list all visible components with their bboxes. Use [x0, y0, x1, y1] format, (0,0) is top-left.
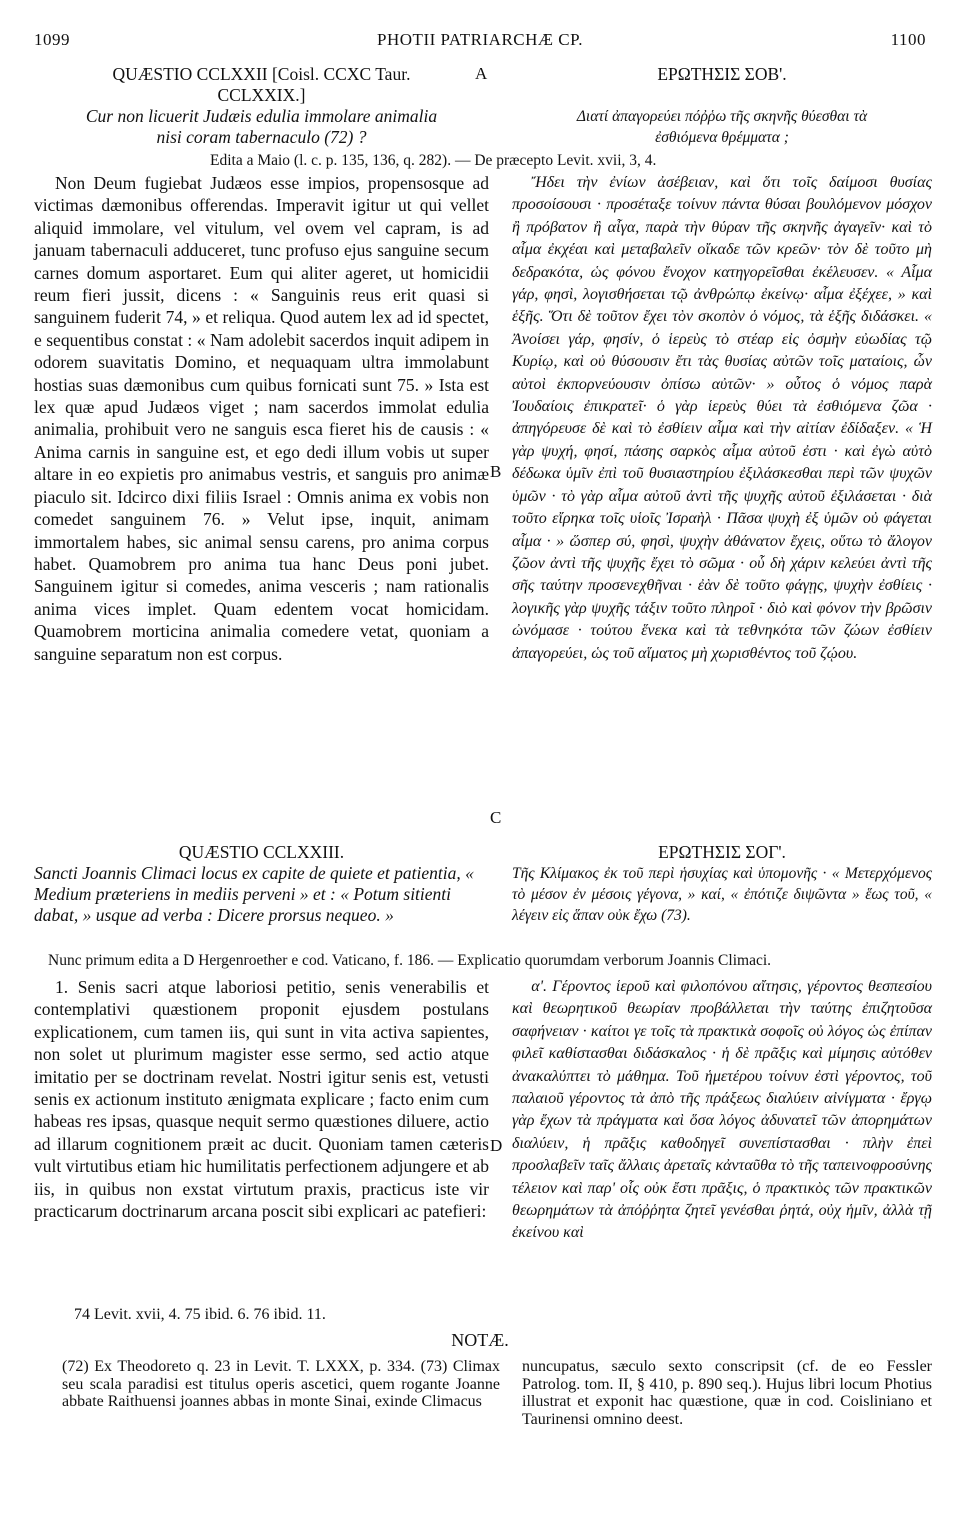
q273-greek-subtitle: Τῆς Κλίμακος ἐκ τοῦ περὶ ἡσυχίας καὶ ὑπομονῆς · « Μετερχόμενος τὸ μέσον ἐν μέσοις γέγονα, » καί, « ἐπότιζε διψῶντα » ἕως τοῦ, « λέγειν εἰς ἅπαν οὐκ ἔχω (73). — [512, 865, 932, 924]
q272-latin-title — [34, 64, 489, 148]
q272-edition-note: Edita a Maio (l. c. p. 135, 136, q. 282). — De præcepto Levit. xvii, 3, 4. — [210, 152, 657, 169]
running-title: PHOTII PATRIARCHÆ CP. — [377, 30, 583, 49]
q272-latin-title-line1: QUÆSTIO CCLXXII [Coisl. CCXC Taur. — [112, 64, 411, 84]
q273-latin-title — [34, 842, 489, 926]
scripture-footnotes: 74 Levit. xvii, 4. 75 ibid. 6. 76 ibid. 11. — [74, 1306, 326, 1323]
q272-latin-subtitle-line1: Cur non licuerit Judæis edulia immolare animalia — [85, 106, 438, 126]
q273-greek-title — [512, 842, 932, 926]
q273-latin-title-text: QUÆSTIO CCLXXIII. — [178, 842, 345, 862]
page-number-left: 1099 — [34, 30, 70, 49]
q272-greek-subtitle-line2: ἐσθιόμενα θρέμματα ; — [655, 129, 789, 146]
margin-letter-c: C — [490, 808, 502, 827]
q272-latin-paragraph: Non Deum fugiebat Judæos esse impios, propensosque ad victimas dæmonibus offerendas. Imperavit igitur ut qui vellet aliquid immolare, vel vitulum, vel ovem vel capram, is ad januam tabernaculi adduceret, tunc profuso ejus sanguine secum carnes domum asportaret. Eum qui aliter ageret, ut homicidii reum fieri jussit, dicens : « Sanguinis reus erit quasi si sanguinem fuderit 74, » et reliqua. Quod autem lex ad id spectet, e sequentibus constat : « Nam adolebit sacerdos inquit adipem in odorem suavitatis Domino, et nequaquam ultra immolabunt hostias suas dæmonibus cum quibus fornicati sunt 75. » Ista est lex quæ apud Judæos viget ; nam sacerdos immolat edulia animalia, prohibuit vero ne sanguis esca fieret his de causis : « Anima carnis in sanguine est, et ego dedi illum vobis ut super altare in eo expietis pro animabus vestris, et sanguis pro animæ piaculo sit. Idcirco dixi filiis Israel : Omnis anima ex vobis non comedet sanguinem 76. » Velut ipse, inquit, animam immortalem habes, sic animal sensu carens, pro anima corpus habet. Quamobrem pro anima tua hanc Deus poni jubet. Sanguinem igitur si comedes, anima vesceris ; nam rationalis anima vices implet. Quam edentem vocat homicidam. Quamobrem morticina animalia comedere vetat, quoniam a sanguine separatum non est corpus. — [34, 173, 489, 664]
q272-greek-subtitle-line1: Διατί ἀπαγορεύει πόῤῥω τῆς σκηνῆς θύεσθαι τὰ — [576, 108, 868, 125]
margin-letter-d: D — [490, 1136, 503, 1155]
notes-left-column — [62, 1358, 500, 1411]
q273-greek-paragraph: α'. Γέροντος ἱεροῦ καὶ φιλοπόνου αἴτησις, γέροντος θεσπεσίου καὶ θεωρητικοῦ θεωρίαν προβάλλεται τὴν ταύτης ἐπιζητοῦσα σαφήνειαν · καίτοι γε τοῖς τὰ πρακτικὰ σοφοῖς οὐ λόγος ὡς ἐπίπαν φιλεῖ καθίστασθαι διδάσκαλος · ἡ δὲ πρᾶξις καὶ μίμησις αὐτόθεν ἀνακαλύπτει τὸ μάθημα. Τοῦ ἡμετέρου τοίνυν ἐστὶ γέροντος, τοῦ παλαιοῦ γέροντος τὰ ἀπὸ τῆς πράξεως διαλύειν αἰνίγματα · ἔργῳ γὰρ ἔχων τὰ πράγματα καὶ ὅσα λόγος ἀδυνατεῖ τῶν ἀπορημάτων διαλύειν, ἡ πρᾶξις καθοδηγεῖ συνεπίστασθαι · πλὴν ἐπεὶ προσλαβεῖν ταῖς ἄλλαις ἀρεταῖς κἀνταῦθα τὸ τῆς ταπεινοφροσύνης τέλειον καὶ παρ' οἷς οὐκ ἔστι πρᾶξις, ὁ πρακτικὸς τῶν πρακτικῶν θεωρημάτων τὰ ἀπόῤῥητα ζητεῖ γενέσθαι ῥητά, οὐχ ἡμῖν, ἀλλὰ τῇ ἐκείνου καὶ — [512, 978, 932, 1242]
page-number-right: 1100 — [890, 30, 926, 49]
q273-latin-paragraph: 1. Senis sacri atque laboriosi petitio, senis venerabilis et contemplativi quæstionem proponit ejusdem postulans explicationem, cum tamen iis, qui sunt in vita activa sapientes, non solet ut plurimum magister esse sermo, sed actio atque imitatio per se doctrinam revelat. Nostri igitur senis est, vetusti senis ex actionum instituto ænigmata explicare ; facto enim cum habeas res ipsas, quasque nequit sermo quæstiones diluere, actio ad illarum cognitionem præit ac ducit. Quoniam tamen cæteris vult virtutibus etiam hic humilitatis perfectionem adjungere et ab iis, in quibus non exstat virtutum praxis, practicus iste vir practicarum doctrinarum arcana poscit sibi explicari ac patefieri: — [34, 977, 489, 1222]
q272-latin-subtitle-line2: nisi coram tabernaculo (72) ? — [156, 127, 367, 147]
q272-latin-title-line2: CCLXXIX.] — [217, 85, 306, 105]
q273-greek-title-text: ΕΡΩΤΗΣΙΣ ΣΟΓ'. — [658, 842, 786, 862]
notes-right-text: nuncupatus, sæculo sexto conscripsit (cf. de eo Fessler Patrolog. tom. II, § 410, p. 890 seq.). Hujus libri locum Photius illustrat et exponit hac quæstione, quæ in cod. Coisliniano et Taurinensi omnino deest. — [522, 1358, 932, 1428]
q272-greek-title — [512, 64, 932, 148]
q273-latin-subtitle: Sancti Joannis Climaci locus ex capite de quiete et patientia, « Medium præteriens in mediis perveni » et : « Potum sitienti dabat, » usque ad verba : Dicere prorsus nequeo. » — [34, 863, 474, 925]
q272-greek-paragraph: Ἤδει τὴν ἐνίων ἀσέβειαν, καὶ ὅτι τοῖς δαίμοσι θυσίας προσοίσουσι · προσέταξε τοίνυν πάντα θύσαι βουλόμενον μόσχον ἢ πρόβατον ἢ αἶγα, παρὰ τὴν θύραν τῆς σκηνῆς ἀγαγεῖν· καὶ τὸ αἷμα ἐκχέαι καὶ μεταβαλεῖν οἴκαδε τῶν κρεῶν· τὸν δὲ τοῦτο μὴ δεδρακότα, ὡς φόνου ἔνοχον κατηγορεῖσθαι ἐκέλευσεν. « Αἷμα γάρ, φησὶ, λογισθήσεται τῷ ἀνθρώπῳ ἐκείνῳ· αἷμα ἐξέχεε, » καὶ ἑξῆς. Ὅτι δὲ τοῦτον ἔχει τὸν σκοπὸν ὁ νόμος, τὰ ἑξῆς διδάσκει. « Ἀνοίσει γάρ, φησίν, ὁ ἱερεὺς τὸ στέαρ εἰς ὀσμὴν εὐωδίας τῷ Κυρίῳ, καὶ οὐ θύσουσιν ἔτι τὰς θυσίας αὐτῶν τοῖς ματαίοις, ὧν αὐτοὶ ἐκπορνεύουσιν ὀπίσω αὐτῶν· » οὗτος ὁ νόμος παρὰ Ἰουδαίοις ἐπικρατεῖ· ὁ γὰρ ἱερεὺς θύει τὰ ἐσθιόμενα ζῶα · ἀπηγόρευσε δὲ καὶ τὸ ἐσθίειν αἷμα καὶ τὴν αἰτίαν ἐδίδαξεν. « Ἡ γὰρ ψυχή, φησί, πάσης σαρκὸς αἷμα αὐτοῦ ἐστι · καὶ ἐγὼ αὐτὸ δέδωκα ὑμῖν ἐπὶ τοῦ θυσιαστηρίου ἐξιλάσκεσθαι περὶ τῶν ψυχῶν ὑμῶν · τὸ γὰρ αἷμα αὐτοῦ ἀντὶ τῆς ψυχῆς αὐτοῦ ἐξιλάσεται · διὰ τοῦτο εἴρηκα τοῖς υἱοῖς Ἰσραὴλ · Πᾶσα ψυχὴ ἐξ ὑμῶν οὐ φάγεται αἷμα · » ὥσπερ σύ, φησὶ, ψυχὴν ἀθάνατον ἔχεις, οὕτω τὸ ἄλογον ζῶον ἀντὶ τῆς ψυχῆς ἔχει τὸ σῶμα · οὗ δὴ χάριν κελεύει ἀντὶ τῆς σῆς ταύτην προσενεχθῆναι · ἐὰν δὲ τοῦτο φάγῃς, ψυχὴν ἐσθίεις · λογικῆς γὰρ ψυχῆς τάξιν τοῦτο πληροῖ · διὸ καὶ φόνον τὴν βρῶσιν ὠνόμασε · τούτου ἕνεκα καὶ τὰ τεθνηκότα τῶν ζώων ἐσθίειν ἀπαγορεύει, ὡς τοῦ αἵματος μὴ χωρισθέντος τοῦ ζῴου. — [512, 174, 932, 662]
q272-latin-text — [34, 172, 489, 665]
q272-greek-title-text: ΕΡΩΤΗΣΙΣ ΣΟΒ'. — [657, 64, 787, 84]
notes-right-column — [522, 1358, 932, 1428]
q272-greek-text — [512, 172, 932, 665]
margin-letter-a: A — [475, 64, 488, 83]
margin-letter-b: B — [490, 462, 502, 481]
notes-left-text: (72) Ex Theodoreto q. 23 in Levit. T. LXXX, p. 334. (73) Climax seu scala paradisi est titulus operis ascetici, quem rogante Joanne abbate Raithuensi joannes abbas in monte Sinai, exinde Climacus — [62, 1358, 500, 1410]
q273-greek-text — [512, 976, 932, 1245]
notes-heading: NOTÆ. — [451, 1330, 509, 1350]
q273-edition-note: Nunc primum edita a D Hergenroether e cod. Vaticano, f. 186. — Explicatio quorumdam verborum Joannis Climaci. — [48, 952, 772, 969]
q273-latin-text — [34, 976, 489, 1222]
